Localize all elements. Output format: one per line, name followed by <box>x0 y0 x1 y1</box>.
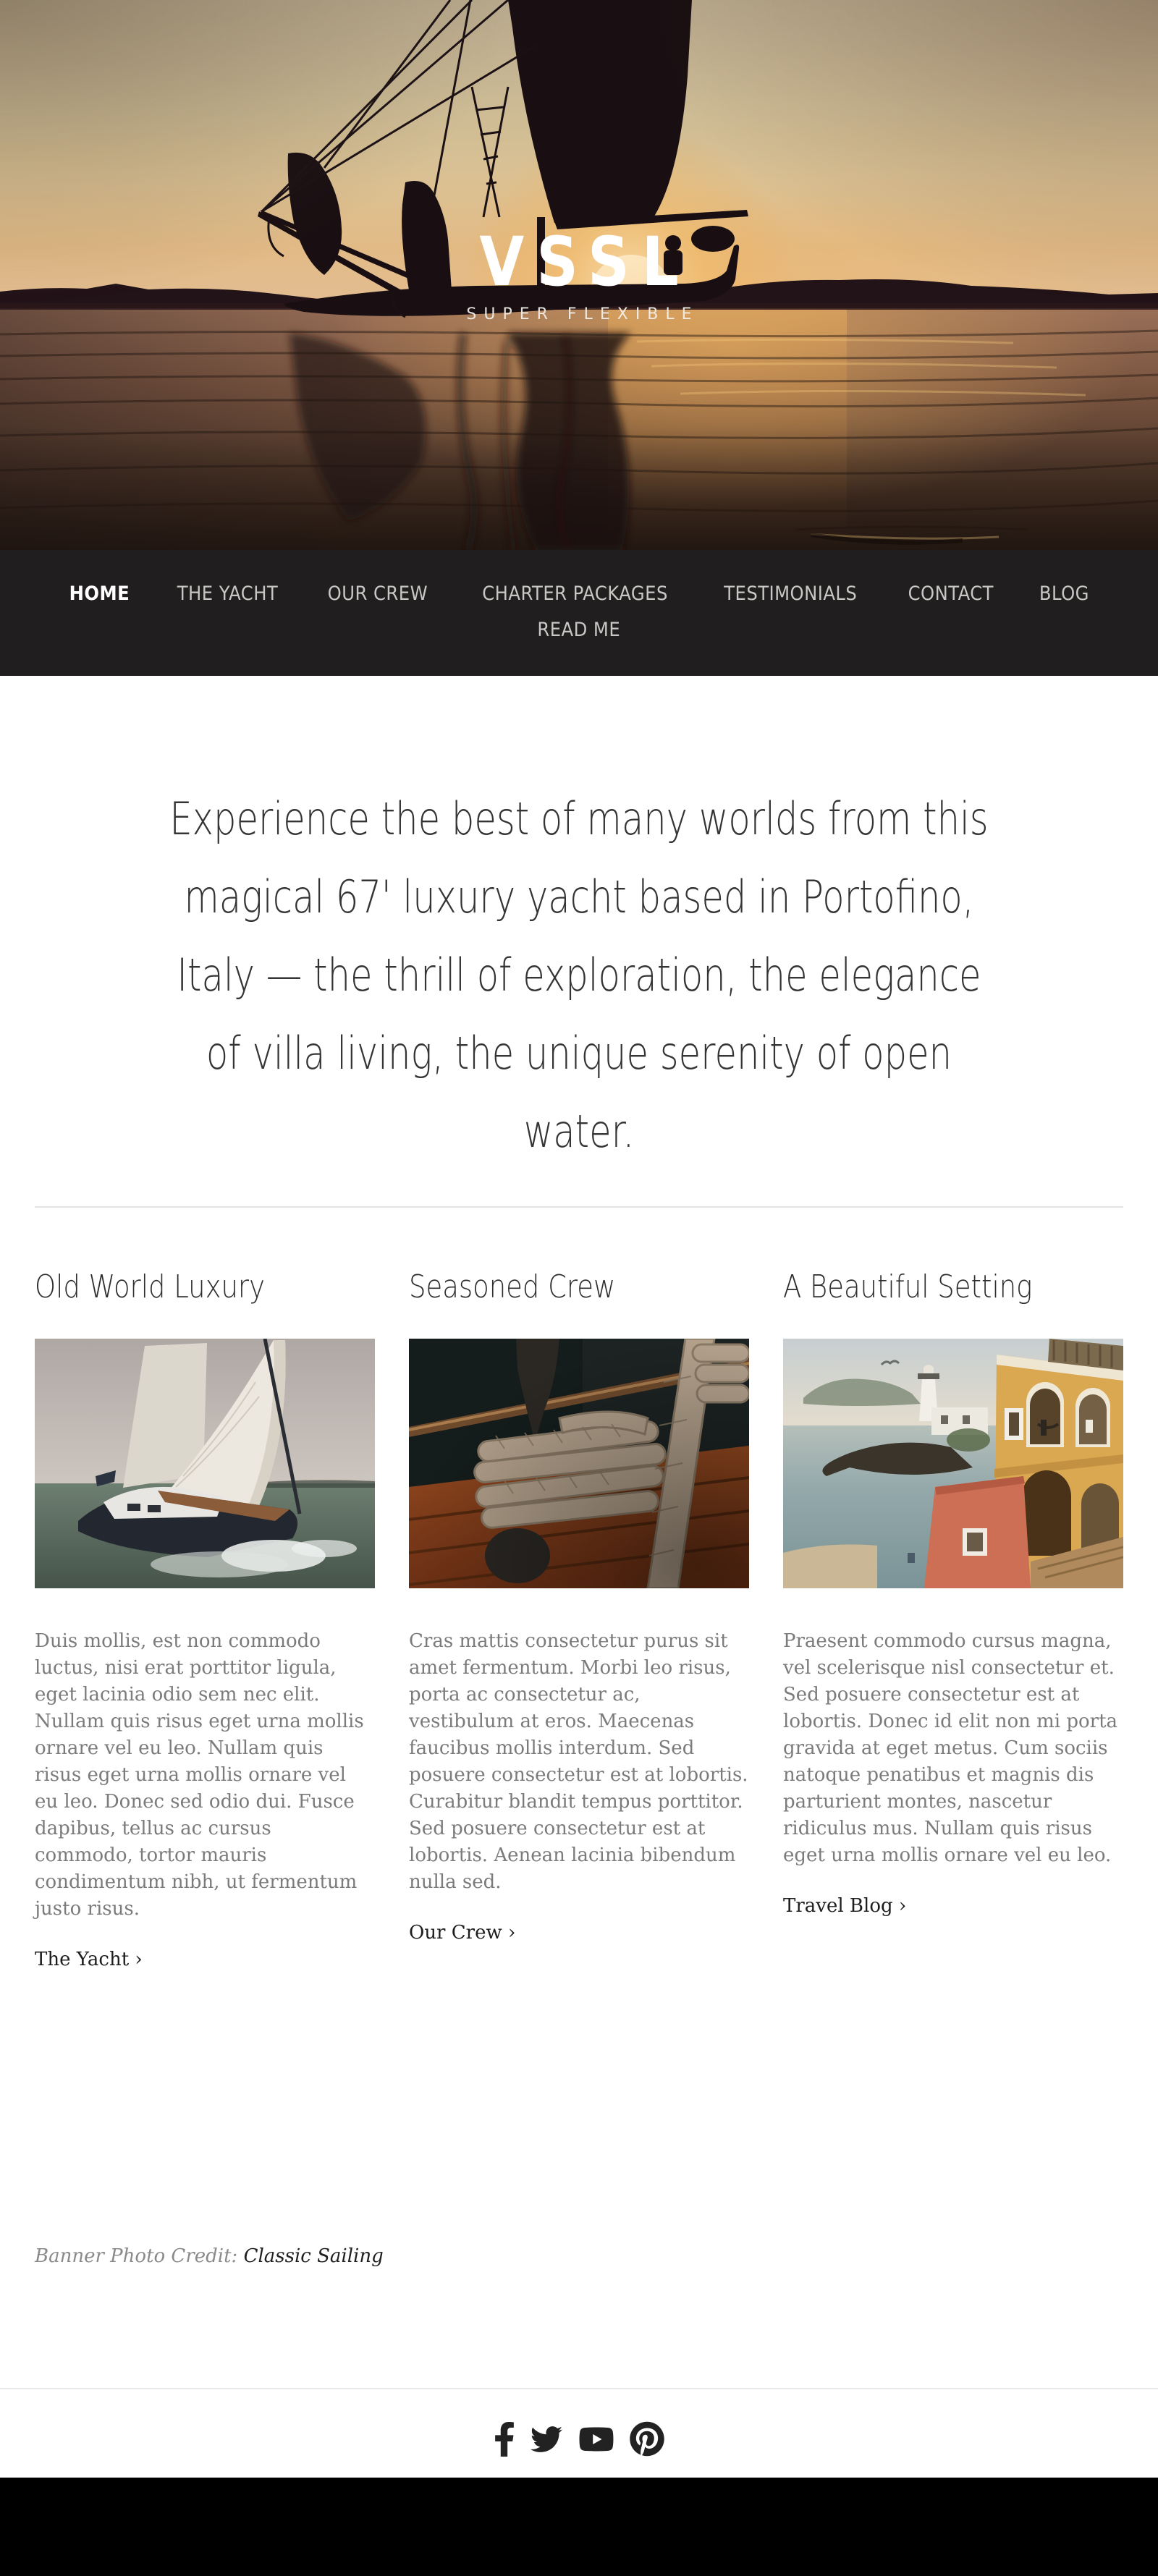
travel-blog-link[interactable]: Travel Blog › <box>783 1895 907 1917</box>
pinterest-icon <box>630 2421 664 2457</box>
nav-item-home[interactable]: HOME <box>69 582 130 605</box>
feature-grid <box>35 1268 1123 1970</box>
nav-item-charter-packages[interactable]: CHARTER PACKAGES <box>482 582 668 605</box>
nav-item-the-yacht[interactable]: THE YACHT <box>177 582 279 605</box>
column-heading: A Beautiful Setting <box>783 1268 1033 1305</box>
intro-line: Italy — the thrill of exploration, the elegance <box>177 949 981 1001</box>
column-body: Praesent commodo cursus magna, vel scelerisque nisl consectetur et. Sed posuere consectetur est at lobortis. Donec id elit non mi porta gravida at eget metus. Cum sociis natoque penatibus et magnis dis parturient montes, nascetur ridiculus mus. Nullam quis risus eget urna mollis ornare vel eu leo. <box>783 1630 1118 1866</box>
twitter-icon <box>531 2423 562 2455</box>
intro-line: of villa living, the unique serenity of open <box>206 1027 952 1080</box>
facebook-link[interactable] <box>494 2422 515 2457</box>
feature-column-seasoned-crew <box>409 1268 749 1970</box>
column-heading: Seasoned Crew <box>409 1268 616 1305</box>
site-logo[interactable]: VSSL <box>479 223 691 302</box>
youtube-icon <box>578 2423 614 2455</box>
intro-section <box>0 676 1158 1206</box>
nav-item-contact[interactable]: CONTACT <box>908 582 994 605</box>
facebook-icon <box>494 2422 515 2457</box>
pinterest-link[interactable] <box>630 2421 664 2457</box>
site-tagline: SUPER FLEXIBLE <box>466 305 699 323</box>
feature-column-old-world-luxury <box>35 1268 375 1970</box>
intro-line: Experience the best of many worlds from this <box>169 792 989 845</box>
rope-knot-image <box>409 1339 749 1588</box>
intro-line: water. <box>523 1105 635 1158</box>
nav-item-our-crew[interactable]: OUR CREW <box>327 582 428 605</box>
feature-columns-section <box>0 1208 1158 2388</box>
the-yacht-link[interactable]: The Yacht › <box>35 1949 143 1970</box>
main-nav <box>0 550 1158 676</box>
credit-link[interactable]: Classic Sailing <box>243 2245 384 2267</box>
youtube-link[interactable] <box>578 2423 614 2455</box>
nav-row-primary <box>0 582 1158 606</box>
nav-item-blog[interactable]: BLOG <box>1039 582 1090 605</box>
column-body: Duis mollis, est non commodo luctus, nisi erat porttitor ligula, eget lacinia odio sem nec elit. Nullam quis risus eget urna mollis ornare vel eu leo. Nullam quis risus eget urna mollis ornare vel eu leo. Donec sed odio dui. Fusce dapibus, tellus ac cursus commodo, tortor mauris condimentum nibh, ut fermentum justo risus. <box>35 1630 364 1920</box>
intro-line: magical 67' luxury yacht based in Portofino, <box>184 870 974 923</box>
nav-row-secondary <box>0 618 1158 643</box>
page-footer <box>0 2478 1158 2576</box>
twitter-link[interactable] <box>531 2423 562 2455</box>
feature-column-beautiful-setting <box>783 1268 1123 1970</box>
column-body: Cras mattis consectetur purus sit amet fermentum. Morbi leo risus, porta ac consectetur ac, vestibulum at eros. Maecenas faucibus mollis interdum. Sed posuere consectetur est at lobortis. Curabitur blandit tempus porttitor. Sed posuere consectetur est at lobortis. Aenean lacinia bibendum nulla sed. <box>409 1630 748 1893</box>
coastal-village-image <box>783 1339 1123 1588</box>
social-bar <box>0 2388 1158 2478</box>
nav-item-testimonials[interactable]: TESTIMONIALS <box>724 582 858 605</box>
intro-heading <box>0 780 1158 1171</box>
credit-label: Banner Photo Credit: <box>35 2245 244 2267</box>
banner-photo-credit <box>35 2245 384 2267</box>
hero-banner <box>0 0 1158 550</box>
nav-item-read-me[interactable]: READ ME <box>537 619 621 641</box>
our-crew-link[interactable]: Our Crew › <box>409 1922 516 1944</box>
column-heading: Old World Luxury <box>35 1268 265 1305</box>
sailing-yacht-image <box>35 1339 375 1588</box>
